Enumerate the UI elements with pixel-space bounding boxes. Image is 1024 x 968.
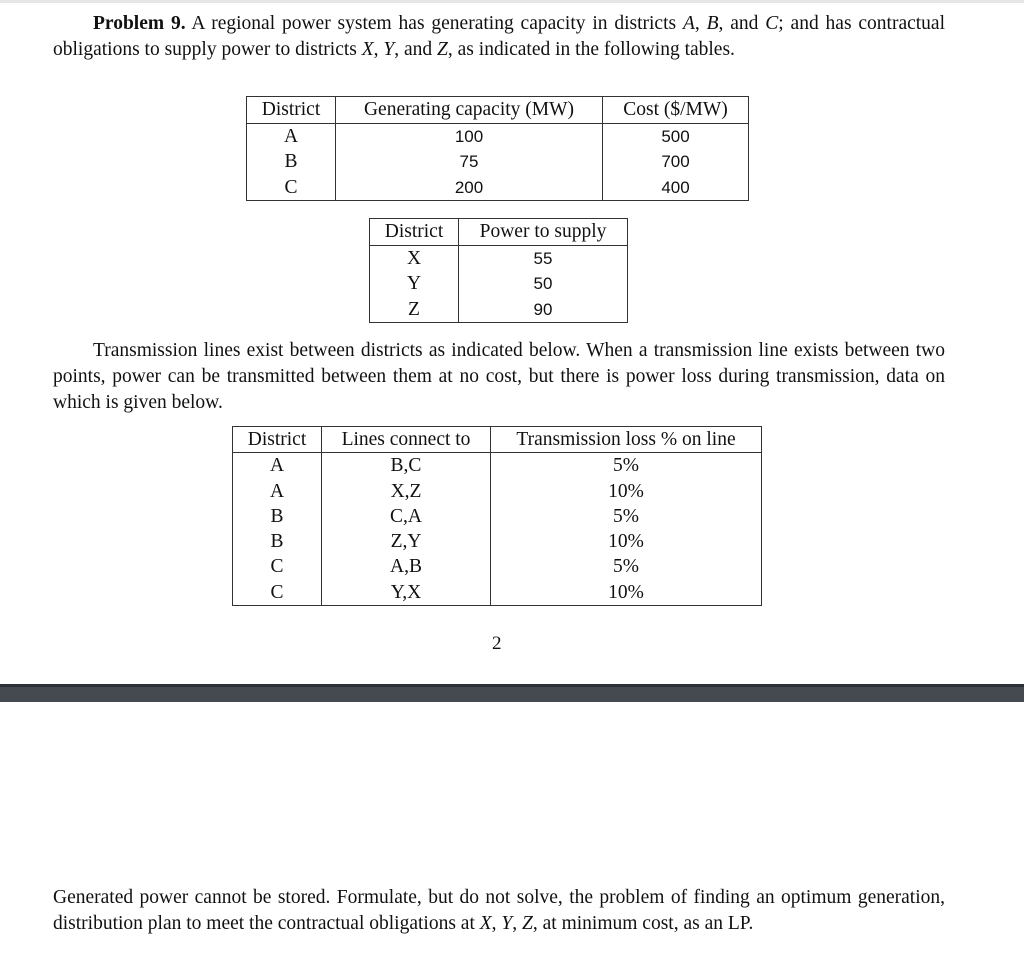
table-header: Generating capacity (MW) bbox=[336, 97, 603, 124]
table-cell: A,B bbox=[322, 554, 491, 579]
table-header-row bbox=[370, 219, 628, 246]
table-cell: C bbox=[247, 175, 336, 201]
table-row bbox=[247, 123, 749, 149]
table-header: Power to supply bbox=[459, 219, 628, 246]
transmission-table bbox=[232, 426, 762, 606]
table-cell: Z bbox=[370, 297, 459, 323]
table-row bbox=[370, 271, 628, 297]
problem-intro: Problem 9. A regional power system has generating capacity in districts A, B, and C; and has contractual obligations to supply power to districts X, Y, and Z, as indicated in the following tables. bbox=[53, 13, 946, 60]
table-cell: 10% bbox=[608, 531, 644, 553]
table-header: Lines connect to bbox=[322, 427, 491, 453]
table-cell: C,A bbox=[322, 504, 491, 529]
table-row bbox=[233, 580, 762, 606]
table-cell: B,C bbox=[322, 453, 491, 479]
table-cell: 700 bbox=[661, 152, 690, 171]
table-cell: 400 bbox=[661, 177, 690, 197]
supply-table bbox=[369, 218, 628, 323]
table-header-row bbox=[233, 427, 762, 453]
table-cell: Y,X bbox=[322, 580, 491, 606]
table-cell: 50 bbox=[533, 274, 553, 293]
table-cell: 10% bbox=[608, 581, 644, 603]
table-cell: Z,Y bbox=[322, 529, 491, 554]
table-row bbox=[370, 245, 628, 271]
table-cell: B bbox=[247, 149, 336, 175]
table-cell: 5% bbox=[613, 556, 639, 578]
table-header: District bbox=[233, 427, 322, 453]
page-separator-shadow bbox=[0, 684, 1024, 687]
table-header: District bbox=[370, 219, 459, 246]
table-cell: A bbox=[233, 453, 322, 479]
table-row bbox=[233, 453, 762, 479]
table-cell: 55 bbox=[533, 248, 553, 268]
table-cell: C bbox=[233, 554, 322, 579]
transmission-paragraph: Transmission lines exist between districts as indicated below. When a transmission line exists between two points, power can be transmitted between them at no cost, but there is power loss during transmission, data on which is given below. bbox=[53, 340, 945, 413]
table-cell: 10% bbox=[608, 480, 644, 502]
table-header-row bbox=[247, 97, 749, 124]
table-row bbox=[247, 175, 749, 201]
table-cell: 75 bbox=[336, 149, 603, 175]
table-cell: 200 bbox=[336, 175, 603, 201]
table-cell: 90 bbox=[533, 299, 553, 319]
table-cell: X,Z bbox=[322, 479, 491, 504]
table-row bbox=[233, 529, 762, 554]
table-row bbox=[247, 149, 749, 175]
page-number: 2 bbox=[492, 633, 502, 654]
table-header: District bbox=[247, 97, 336, 124]
table-cell: B bbox=[233, 529, 322, 554]
table-row bbox=[233, 504, 762, 529]
table-header: Cost ($/MW) bbox=[603, 97, 749, 124]
top-border bbox=[0, 0, 1024, 3]
table-cell: A bbox=[233, 479, 322, 504]
generation-table bbox=[246, 96, 749, 201]
table-cell: A bbox=[247, 123, 336, 149]
table-cell: 5% bbox=[613, 455, 639, 477]
formulation-paragraph: Generated power cannot be stored. Formulate, but do not solve, the problem of finding an optimum generation, distribution plan to meet the contractual obligations at X, Y, Z, at minimum cost, as an LP. bbox=[53, 887, 945, 934]
table-row bbox=[233, 479, 762, 504]
table-row bbox=[370, 297, 628, 323]
table-cell: 500 bbox=[661, 126, 690, 146]
table-cell: B bbox=[233, 504, 322, 529]
table-cell: 100 bbox=[336, 123, 603, 149]
table-row bbox=[233, 554, 762, 579]
table-header: Transmission loss % on line bbox=[491, 427, 762, 453]
table-cell: Y bbox=[370, 271, 459, 297]
table-cell: C bbox=[233, 580, 322, 606]
problem-heading: Problem 9. bbox=[93, 13, 186, 34]
table-cell: 5% bbox=[613, 505, 639, 527]
table-cell: X bbox=[370, 245, 459, 271]
